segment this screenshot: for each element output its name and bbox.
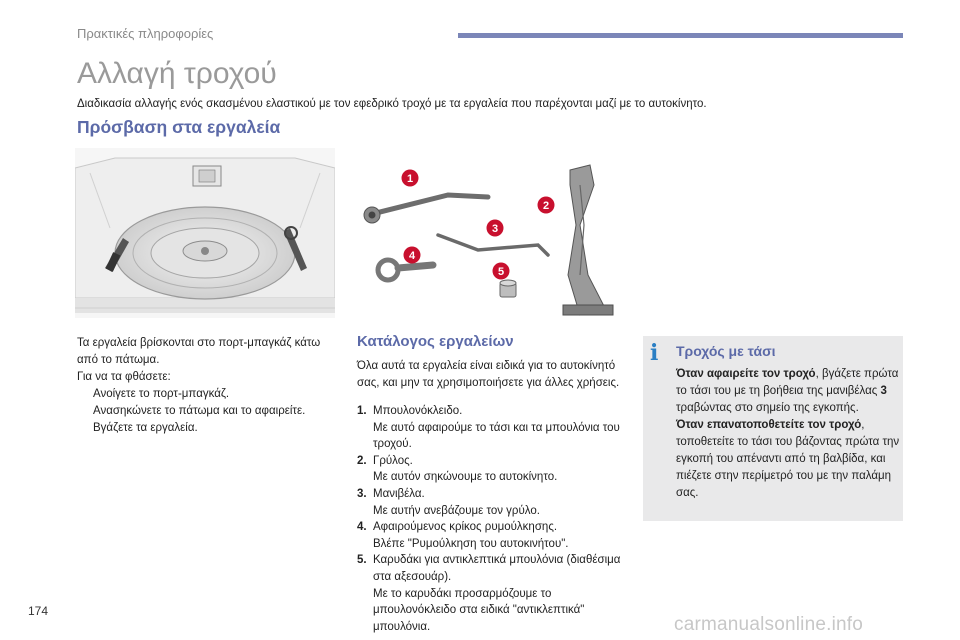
header-bar [458,33,903,38]
info-paragraph-2: Όταν επανατοποθετείτε τον τροχό, τοποθετείτε το τάσι του βάζοντας πρώτα την εγκοπή του απέναντι από τη βαλβίδα, και πιέζετε στην περίμετρό του με την παλάμη σας. [676,419,900,499]
catalog-intro: Όλα αυτά τα εργαλεία είναι ειδικά για το αυτοκίνητό σας, και μην τα χρησιμοποιήσετε για άλλες χρήσεις. [357,360,620,389]
bullet-icon [77,403,93,420]
trunk-illustration [75,148,335,318]
callout-4 [404,247,421,264]
list-item: 3. Μανιβέλα. Με αυτήν ανεβάζουμε τον γρύλο. [357,487,540,517]
page-number: 174 [28,604,49,618]
step-item: Βγάζετε τα εργαλεία. [77,420,342,437]
list-item: 5. Καρυδάκι για αντικλεπτικά μπουλόνια (διαθέσιμα στα αξεσουάρ). Με το καρυδάκι προσαρμόζουμε το μπουλονόκλειδο στα ειδικά "αντικλεπτικά" μπουλόνια. [357,554,621,633]
tools-illustration [358,155,638,323]
callout-3 [487,220,504,237]
list-item: 1. Μπουλονόκλειδο. Με αυτό αφαιρούμε το τάσι και τα μπουλόνια του τροχού. [357,405,620,451]
info-icon: i [650,340,659,366]
info-heading: Τροχός με τάσι [676,343,776,359]
catalog-heading: Κατάλογος εργαλείων [357,333,514,350]
page-title: Αλλαγή τροχού [77,57,277,90]
intro-line-1: Τα εργαλεία βρίσκονται στο πορτ-μπαγκάζ κάτω από το πάτωμα. [77,337,321,366]
bullet-icon [77,386,93,403]
bullet-icon [77,420,93,437]
section-heading: Πρόσβαση στα εργαλεία [77,117,281,137]
svg-text:4: 4 [408,250,416,262]
section-header: Πρακτικές πληροφορίες [77,26,214,41]
callout-2 [538,197,555,214]
intro-text [77,335,342,437]
page-subtitle: Διαδικασία αλλαγής ενός σκασμένου ελαστικού με τον εφεδρικό τροχό με τα εργαλεία που παρέχονται μαζί με το αυτοκίνητο. [77,98,707,110]
svg-text:5: 5 [497,266,505,278]
svg-text:2: 2 [542,200,550,212]
step-item: Ανασηκώνετε το πάτωμα και το αφαιρείτε. [77,403,342,420]
watermark: carmanualsonline.info [674,614,864,635]
list-item: 2. Γρύλος. Με αυτόν σηκώνουμε το αυτοκίνητο. [357,454,558,484]
info-paragraph-1: Όταν αφαιρείτε τον τροχό, βγάζετε πρώτα το τάσι του με τη βοήθεια της μανιβέλας 3 τραβώντας στο σημείο της εγκοπής. [676,368,899,414]
svg-text:3: 3 [491,223,499,235]
intro-line-2: Για να τα φθάσετε: [77,371,171,383]
svg-text:1: 1 [406,173,414,185]
info-body [676,366,902,502]
list-item: 4. Αφαιρούμενος κρίκος ρυμούλκησης. Βλέπε "Ρυμούλκηση του αυτοκινήτου". [357,521,569,550]
callout-5 [493,263,510,280]
catalog-list [357,403,632,635]
step-item: Ανοίγετε το πορτ-μπαγκάζ. [77,386,342,403]
callout-1 [402,170,419,187]
